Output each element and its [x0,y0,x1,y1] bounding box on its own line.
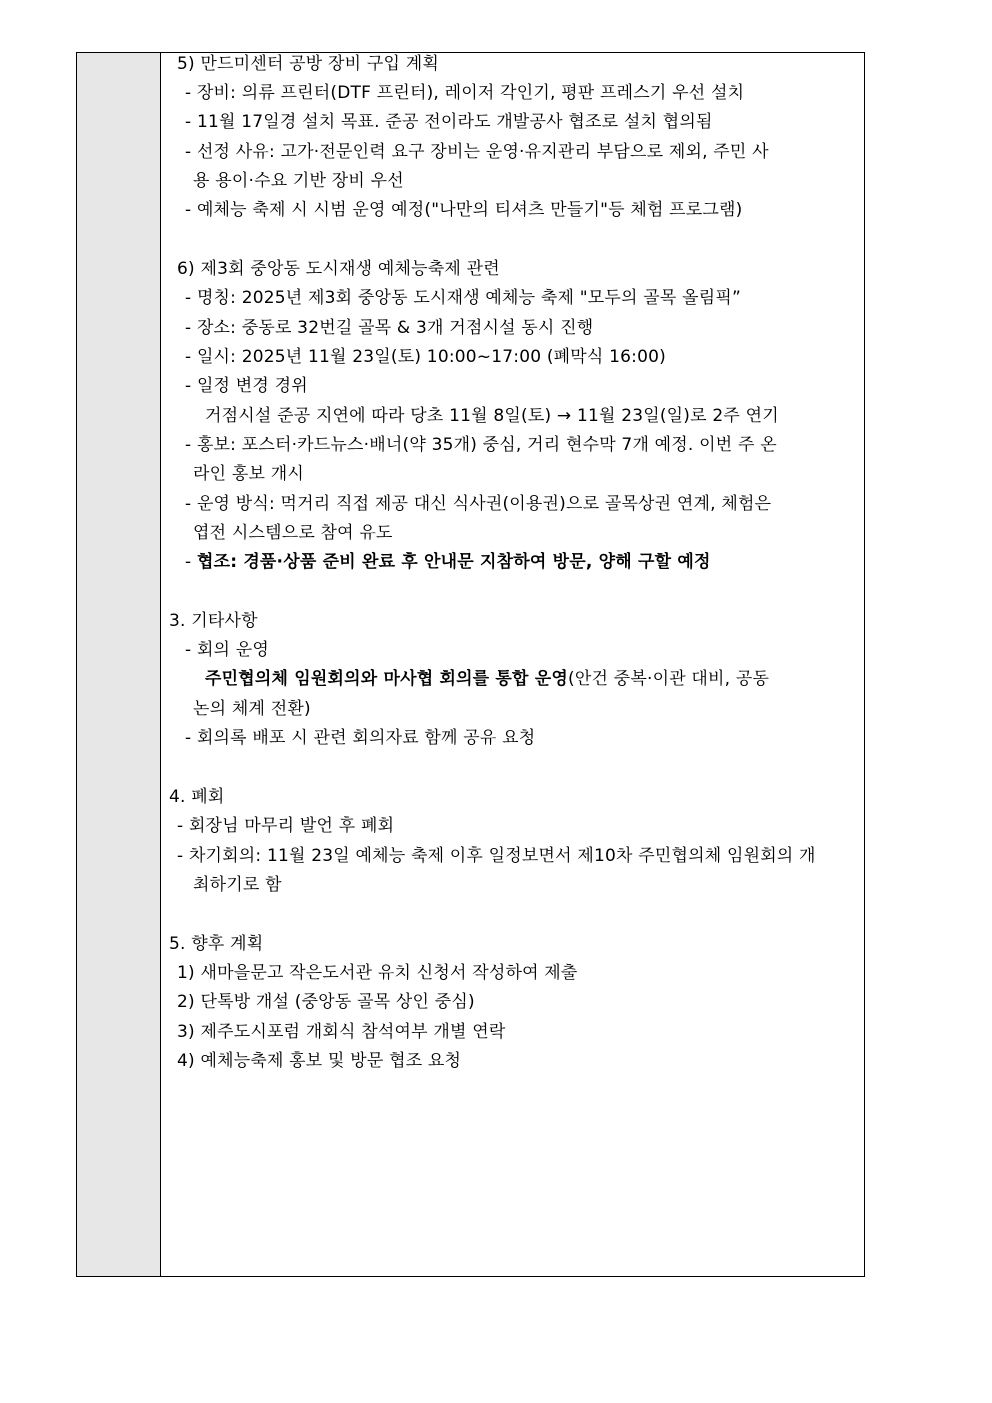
future-plan-title: 5. 향후 계획 [169,934,264,954]
festival-place: - 장소: 중동로 32번길 골목 & 3개 거점시설 동시 진행 [185,318,594,338]
install-target: - 11월 17일경 설치 목표. 준공 전이라도 개발공사 협조로 설치 협의됨 [185,112,713,132]
future-plan-item: 4) 예체능축제 홍보 및 방문 협조 요청 [177,1051,462,1071]
pilot-operation: - 예체능 축제 시 시범 운영 예정("나만의 티셔츠 만들기"등 체험 프로그램) [185,200,743,220]
schedule-change-detail: 거점시설 준공 지연에 따라 당초 11월 8일(토) → 11월 23일(일)로 2주 연기 [205,406,779,426]
future-plan-item: 1) 새마을문고 작은도서관 유치 신청서 작성하여 제출 [177,963,578,983]
festival-title: 6) 제3회 중앙동 도시재생 예체능축제 관련 [177,259,500,279]
festival-date: - 일시: 2025년 11월 23일(토) 10:00~17:00 (폐막식 16:00) [185,347,666,367]
next-meeting-cont: 최하기로 함 [193,875,282,895]
schedule-change: - 일정 변경 경위 [185,376,308,396]
closing-title: 4. 폐회 [169,787,225,807]
next-meeting: - 차기회의: 11월 23일 예체능 축제 이후 일정보면서 제10차 주민협의체 임원회의 개 [177,846,816,866]
future-plan-item: 2) 단톡방 개설 (중앙동 골목 상인 중심) [177,992,475,1012]
meeting-integration [205,668,769,690]
future-plan-item: 3) 제주도시포럼 개회식 참석여부 개별 연락 [177,1022,506,1042]
closing-remarks: - 회장님 마무리 발언 후 폐회 [177,816,395,836]
meeting-integration-rest: (안건 중복·이관 대비, 공동 [568,669,770,689]
promotion: - 홍보: 포스터·카드뉴스·배너(약 35개) 중심, 거리 현수막 7개 예정. 이번 주 온 [185,435,777,455]
meeting-integration-cont: 논의 체계 전환) [193,699,311,719]
label-column [77,53,161,1276]
operation-method-cont: 엽전 시스템으로 참여 유도 [193,523,393,543]
minutes-table [76,52,865,1277]
meeting-operation: - 회의 운영 [185,640,270,660]
equipment-list: - 장비: 의류 프린터(DTF 프린터), 레이저 각인기, 평판 프레스기 우선 설치 [185,83,745,103]
meeting-integration-bold: 주민협의체 임원회의와 마사협 회의를 통합 운영 [205,669,569,689]
operation-method: - 운영 방식: 먹거리 직접 제공 대신 식사권(이용권)으로 골목상권 연계, 체험은 [185,494,772,514]
selection-reason: - 선정 사유: 고가·전문인력 요구 장비는 운영·유지관리 부담으로 제외, 주민 사 [185,142,769,162]
minutes-sharing: - 회의록 배포 시 관련 회의자료 함께 공유 요청 [185,728,536,748]
promotion-cont: 라인 홍보 개시 [193,464,304,484]
cooperation-dash: - [185,552,197,572]
misc-title: 3. 기타사항 [169,611,258,631]
selection-reason-cont: 용 용이·수요 기반 장비 우선 [193,171,404,191]
equipment-plan-title: 5) 만드미센터 공방 장비 구입 계획 [177,54,439,74]
cooperation-text: 협조: 경품·상품 준비 완료 후 안내문 지참하여 방문, 양해 구할 예정 [196,552,711,572]
cooperation [185,551,711,573]
festival-name: - 명칭: 2025년 제3회 중앙동 도시재생 예체능 축제 "모두의 골목 올림픽” [185,288,741,308]
